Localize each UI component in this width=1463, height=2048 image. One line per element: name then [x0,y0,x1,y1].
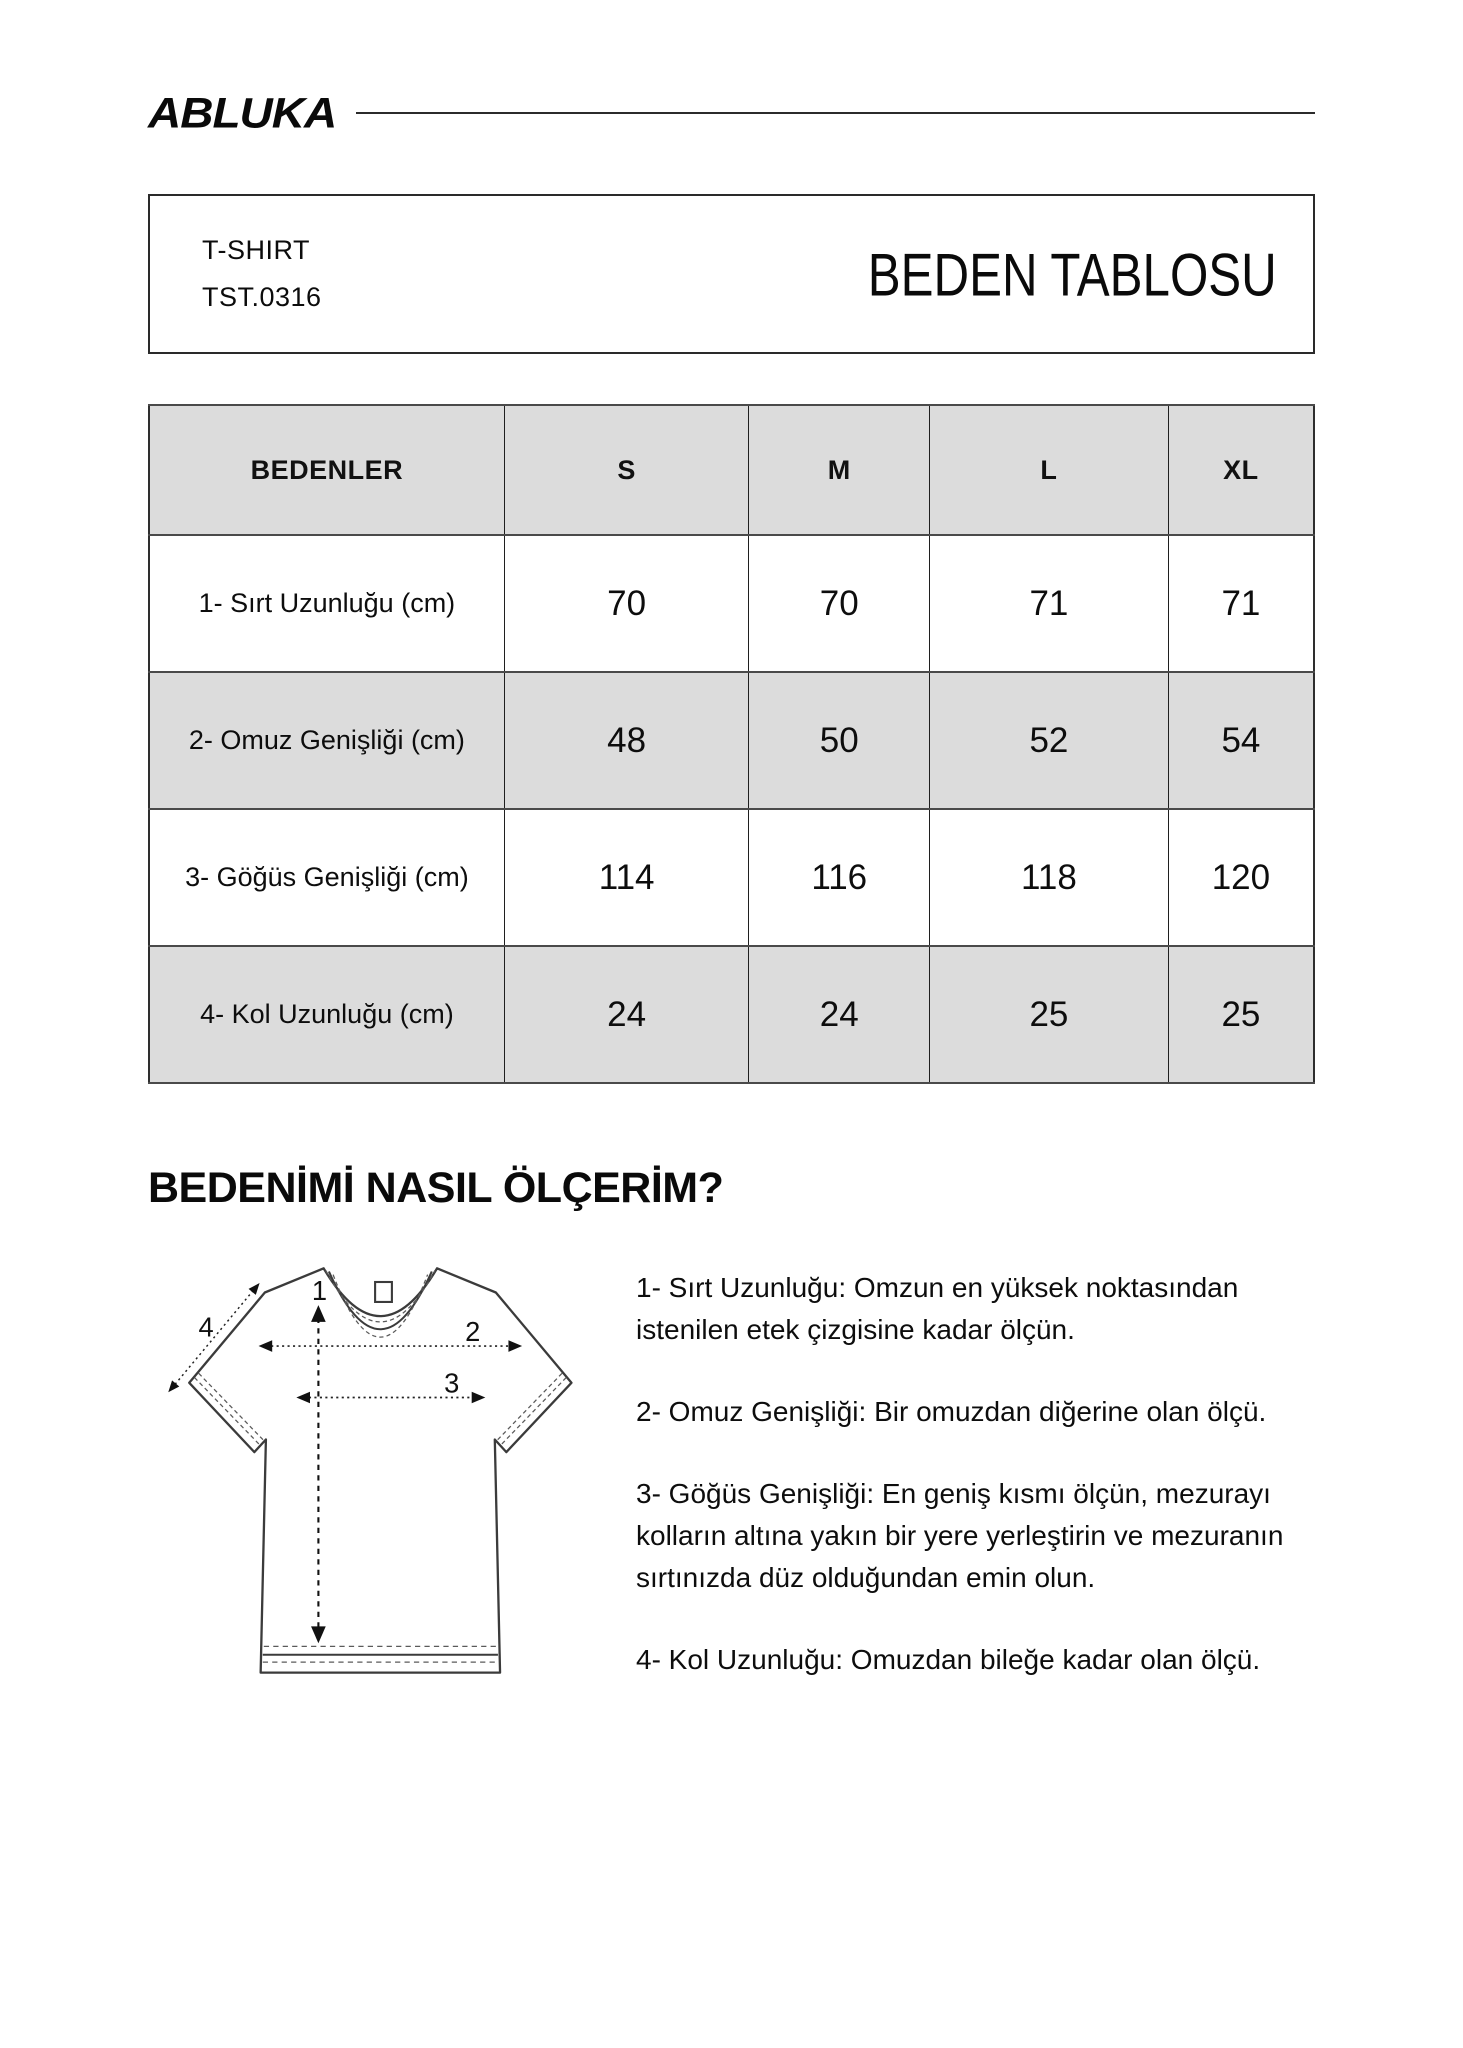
brand-row [148,90,1315,136]
size-value: 48 [504,672,749,809]
size-value: 25 [930,946,1169,1083]
instruction-shoulder-width: 2- Omuz Genişliği: Bir omuzdan diğerine olan ölçü. [636,1396,1267,1427]
tshirt-diagram [126,1261,578,1728]
size-value: 24 [504,946,749,1083]
size-value: 116 [749,809,930,946]
size-value: 24 [749,946,930,1083]
instructions-column [636,1267,1315,1721]
table-row-sleeve-length [149,946,1314,1083]
row-label: 3- Göğüs Genişliği (cm) [149,809,504,946]
size-table-header-row [149,405,1314,535]
size-value: 50 [749,672,930,809]
instruction-chest-width: 3- Göğüs Genişliği: En geniş kısmı ölçün, mezurayı kolların altına yakın bir yere yerleştirin ve mezuranın sırtınızda düz olduğundan emin olun. [636,1478,1284,1593]
section-heading: BEDENİMİ NASIL ÖLÇERİM? [148,1164,724,1212]
row-label: 1- Sırt Uzunluğu (cm) [149,535,504,672]
table-row-back-length [149,535,1314,672]
table-row-chest-width [149,809,1314,946]
brand-rule-line [356,112,1315,114]
size-table [148,404,1315,1084]
tshirt-diagram-svg [126,1261,578,1723]
diagram-label-3: 3 [444,1367,460,1399]
diagram-label-2: 2 [465,1315,481,1347]
row-label: 2- Omuz Genişliği (cm) [149,672,504,809]
column-header-m: M [749,405,930,535]
size-value: 71 [1168,535,1314,672]
column-header-l: L [930,405,1169,535]
size-value: 70 [504,535,749,672]
instruction-sleeve-length: 4- Kol Uzunluğu: Omuzdan bileğe kadar olan ölçü. [636,1644,1261,1675]
column-header-s: S [504,405,749,535]
size-chart-title: BEDEN TABLOSU [868,239,1277,309]
size-value: 118 [930,809,1169,946]
table-row-shoulder-width [149,672,1314,809]
column-header-bedenler: BEDENLER [149,405,504,535]
size-value: 120 [1168,809,1314,946]
diagram-label-1: 1 [311,1274,328,1306]
measure-section [148,1261,1315,1728]
column-header-xl: XL [1168,405,1314,535]
neck-tag [375,1282,392,1302]
size-value: 54 [1168,672,1314,809]
product-type: T-SHIRT [202,235,311,265]
product-header-box [148,194,1315,354]
size-value: 25 [1168,946,1314,1083]
brand-logo: ABLUKA [148,89,337,137]
instruction-back-length: 1- Sırt Uzunluğu: Omzun en yüksek noktasından istenilen etek çizgisine kadar ölçün. [636,1272,1239,1345]
product-meta [202,235,322,313]
product-code: TST.0316 [202,282,322,312]
size-value: 71 [930,535,1169,672]
row-label: 4- Kol Uzunluğu (cm) [149,946,504,1083]
size-value: 52 [930,672,1169,809]
size-value: 114 [504,809,749,946]
diagram-label-4: 4 [198,1311,214,1343]
size-value: 70 [749,535,930,672]
